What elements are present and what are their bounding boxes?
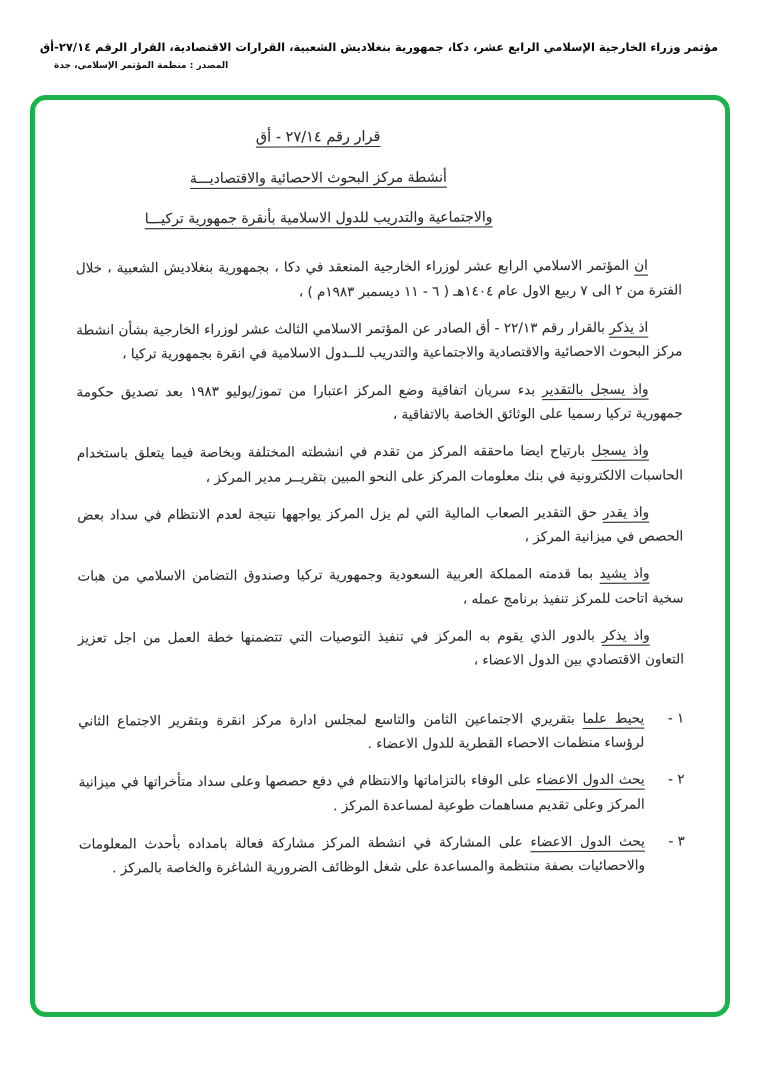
resolution-preamble <box>76 254 684 675</box>
resolution-title-line-1 <box>75 165 561 193</box>
item-number: ٢ - <box>668 771 685 788</box>
item-number: ٣ - <box>668 833 685 850</box>
paragraph <box>76 254 682 306</box>
resolution-number-text: قرار رقم ٢٧/١٤ - أق <box>255 128 381 146</box>
paragraph <box>78 623 684 675</box>
paragraph-text: بالدور الذي يقوم به المركز في تنفيذ التوصيات التي تتضمنها خطة العمل من اجل تعزيز التعاون الاقتصادي بين الدول الاعضاء ، <box>77 627 684 669</box>
item-text: بتقريري الاجتماعين الثامن والتاسع لمجلس ادارة مركز انقرة وبتقرير الاجتماع الثاني لرؤساء منظمات الاحصاء القطرية للدول الاعضاء . <box>78 710 645 752</box>
resolution-heading-block <box>75 123 562 233</box>
paragraph-lead: واذ يقدر <box>602 504 650 521</box>
paragraph <box>77 562 683 614</box>
paragraph-lead: اذ يذكر <box>609 319 649 336</box>
item-number: ١ - <box>667 709 685 727</box>
numbered-item <box>78 706 684 758</box>
item-text: على الوفاء بالتزاماتها والانتظام في دفع حصصها وعلى سداد متأخراتها في ميزانية المركز وعلى تقديم مساهمات طوعية لمساعدة المركز . <box>78 772 645 814</box>
scanned-document-body <box>35 98 729 918</box>
paragraph-text: بارتياح ايضا ماحققه المركز من تقدم في انشطته المختلفة وبخاصة فيما يتعلق باستخدام الحاسبات الالكترونية في بنك معلومات المركز على النحو المبين بتقريــر مدير المركز ، <box>76 443 684 486</box>
paragraph-text: بدء سريان اتفاقية وضع المركز اعتبارا من تموز/يوليو ١٩٨٣ بعد تصديق حكومة جمهورية تركيا رسميا على الوثائق الخاصة بالاتفاقية ، <box>76 381 683 423</box>
paragraph-text: حق التقدير الصعاب المالية التي لم يزل المركز يواجهها نتيجة لعدم الانتظام في سداد بعض الحصص في ميزانية المركز ، <box>77 504 684 546</box>
scanned-page-frame <box>30 95 730 1017</box>
paragraph <box>77 500 683 552</box>
paragraph-lead: واذ يسجل <box>591 442 649 460</box>
item-lead: يحيط علما <box>582 710 645 727</box>
resolution-title-1-text: أنشطة مركز البحوث الاحصائية والاقتصاديـــة <box>189 169 447 188</box>
resolution-title-line-2 <box>76 205 562 233</box>
resolution-operative-items <box>78 706 685 881</box>
paragraph-text: بالقرار رقم ٢٢/١٣ - أق الصادر عن المؤتمر الاسلامي الثالث عشر لوزراء الخارجية بشأن انشطة مركز البحوث الاحصائية والاقتصادية والاجتماعية والتدريب للــدول الاسلامية في انقرة بجمهورية تركيا ، <box>76 319 683 363</box>
resolution-title-2-text: والاجتماعية والتدريب للدول الاسلامية بأنقرة جمهورية تركيـــا <box>144 209 493 228</box>
paragraph-lead: ان <box>634 258 648 275</box>
item-text-wrap <box>79 829 645 881</box>
item-text: على المشاركة في انشطة المركز مشاركة فعالة بامداده بأحدث المعلومات والاحصائيات بصفة منتظمة والمساعدة على شغل الوظائف الضرورية الشاغرة والخاصة بالمركز . <box>78 833 646 877</box>
paragraph <box>76 315 682 367</box>
document-header <box>0 0 758 71</box>
header-title: مؤتمر وزراء الخارجية الإسلامي الرابع عشر، دكا، جمهورية بنغلاديش الشعبية، القرارات الاقتصادية، القرار الرقم ٢٧/١٤-أق <box>39 40 719 54</box>
resolution-number <box>75 123 561 152</box>
numbered-item <box>79 768 685 820</box>
paragraph <box>77 439 683 491</box>
paragraph-text: بما قدمته المملكة العربية السعودية وجمهورية تركيا وصندوق التضامن الاسلامي من هبات سخية اتاحت للمركز تنفيذ برنامج عمله ، <box>77 566 684 608</box>
paragraph-lead: واذ يسجل بالتقدير <box>542 381 649 398</box>
item-text-wrap <box>79 768 645 820</box>
paragraph-text: المؤتمر الاسلامي الرابع عشر لوزراء الخارجية المنعقد في دكا ، بجمهورية بنغلاديش الشعبية ، خلال الفترة من ٢ الى ٧ ربيع الاول عام ١٤٠٤هـ ( ٦ - ١١ ديسمبر ١٩٨٣م ) ، <box>75 258 683 301</box>
paragraph-lead: واذ يشيد <box>599 565 650 583</box>
item-lead: يحث الدول الاعضاء <box>530 833 645 850</box>
paragraph <box>76 377 682 429</box>
item-lead: يحث الدول الاعضاء <box>536 771 645 789</box>
paragraph-lead: واذ يذكر <box>601 627 650 644</box>
numbered-item <box>79 829 685 881</box>
header-source-line: المصدر : منظمة المؤتمر الإسلامي، جدة <box>54 60 229 71</box>
item-text-wrap <box>78 706 644 758</box>
